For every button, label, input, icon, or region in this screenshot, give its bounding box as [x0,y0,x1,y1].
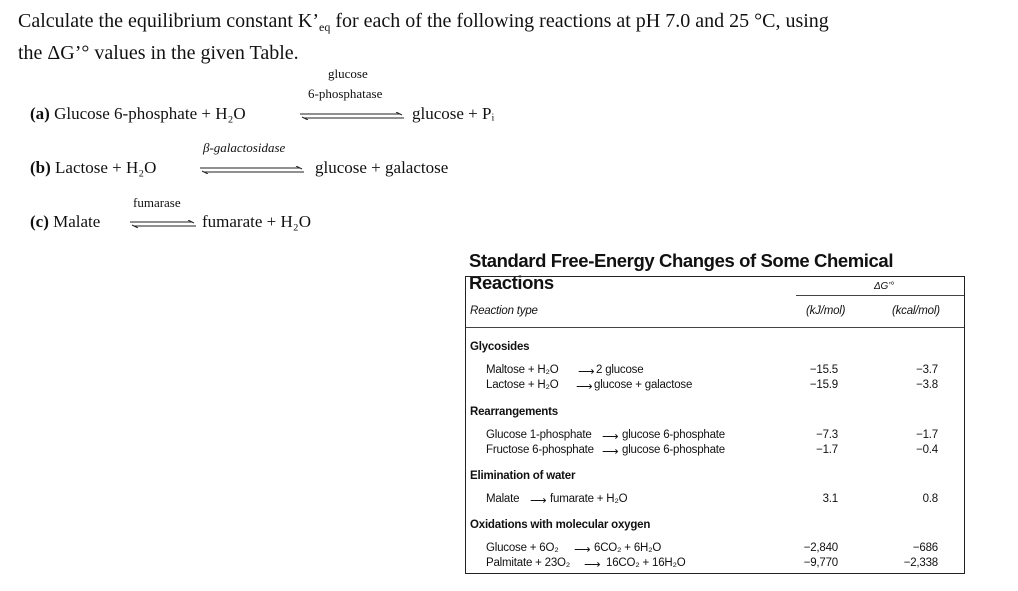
reaction-b-label: (b) [30,158,51,177]
row-lactose-kcal: −3.8 [916,379,938,391]
header-bottom-rule [466,327,964,328]
question-line-2: the ΔG’° values in the given Table. [18,42,299,64]
reaction-c [30,212,100,232]
group-rearrangements: Rearrangements [470,406,558,418]
enzyme-a-line2: 6-phosphatase [308,86,383,101]
group-elimination: Elimination of water [470,470,576,482]
equilibrium-arrow-icon [300,112,404,120]
enzyme-a-line1: glucose [328,66,368,81]
row-f6p-kcal: −0.4 [916,444,938,456]
row-maltose-kcal: −3.7 [916,364,938,376]
row-glucose-ox-kj: −2,840 [803,542,838,554]
arrow-icon: ⟶ [574,544,591,556]
arrow-icon: ⟶ [584,559,601,571]
col-kj: (kJ/mol) [806,305,846,317]
row-palmitate-kcal: −2,338 [903,557,938,569]
arrow-icon: ⟶ [578,366,595,378]
free-energy-table [465,250,965,571]
row-g1p-kj: −7.3 [816,429,838,441]
equilibrium-arrow-icon [130,220,196,228]
col-kcal: (kcal/mol) [892,305,940,317]
arrow-icon: ⟶ [530,495,547,507]
reaction-c-left: Malate [53,212,101,231]
row-glucose-ox-left: Glucose + 6O₂ [486,542,559,554]
enzyme-b: β-galactosidase [203,140,286,155]
arrow-icon: ⟶ [602,446,619,458]
row-g1p-kcal: −1.7 [916,429,938,441]
arrow-icon: ⟶ [602,431,619,443]
row-lactose-right: glucose + galactose [594,379,693,391]
row-glucose-ox-right: 6CO₂ + 6H₂O [594,542,662,554]
row-f6p-right: glucose 6-phosphate [622,444,725,456]
reaction-c-label: (c) [30,212,49,231]
reaction-b-right: glucose + galactose [315,158,449,177]
row-malate-left: Malate [486,493,520,505]
reaction-a-label: (a) [30,104,50,123]
reaction-a-right: glucose + Pᵢ [412,104,495,123]
reaction-a-left: Glucose 6-phosphate + H₂O [54,104,246,123]
enzyme-c: fumarase [133,195,181,210]
group-oxidations: Oxidations with molecular oxygen [470,519,651,531]
group-glycosides: Glycosides [470,341,530,353]
header-rule [796,295,964,296]
row-lactose-left: Lactose + H₂O [486,379,559,391]
equilibrium-arrow-icon [200,166,304,174]
row-maltose-left: Maltose + H₂O [486,364,559,376]
row-maltose-right: 2 glucose [596,364,644,376]
arrow-icon: ⟶ [576,381,593,393]
row-lactose-kj: −15.9 [809,379,838,391]
row-palmitate-left: Palmitate + 23O₂ [486,557,571,569]
row-g1p-right: glucose 6-phosphate [622,429,725,441]
row-palmitate-kj: −9,770 [803,557,838,569]
row-malate-kcal: 0.8 [922,493,938,505]
col-reaction-type: Reaction type [470,305,538,317]
question-line-1: Calculate the equilibrium constant $K’_{eq}$ for each of the following reactions at pH 7.0 and 25 °C, using [18,10,829,34]
row-palmitate-right: 16CO₂ + 16H₂O [606,557,686,569]
table-title: Standard Free-Energy Changes of Some Chemical Reactions [469,250,894,293]
table-box [465,276,965,574]
row-malate-right: fumarate + H₂O [550,493,628,505]
row-g1p-left: Glucose 1-phosphate [486,429,592,441]
question-text [18,8,998,66]
reaction-b-left: Lactose + H₂O [55,158,157,177]
row-f6p-left: Fructose 6-phosphate [486,444,594,456]
row-f6p-kj: −1.7 [816,444,838,456]
dg-header: ΔG’° [874,281,894,292]
row-glucose-ox-kcal: −686 [912,542,938,554]
row-maltose-kj: −15.5 [809,364,838,376]
reaction-c-right: fumarate + H₂O [202,212,311,231]
reaction-b [30,158,156,178]
row-malate-kj: 3.1 [822,493,838,505]
reaction-a [30,104,246,124]
